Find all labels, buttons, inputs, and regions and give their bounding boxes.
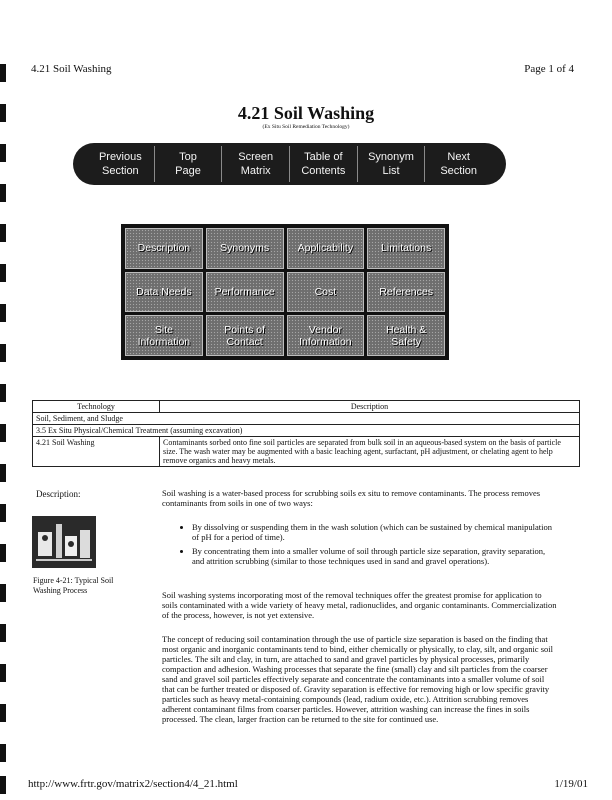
technology-table <box>32 400 580 467</box>
process-figure-thumbnail[interactable] <box>32 516 96 568</box>
health-safety-button[interactable]: Health & Safety <box>367 315 445 356</box>
table-subsection-row[interactable]: 3.5 Ex Situ Physical/Chemical Treatment (assuming excavation) <box>33 425 580 437</box>
description-column-header: Description <box>160 401 580 413</box>
page-header-title: 4.21 Soil Washing <box>31 63 112 75</box>
margin-mark <box>0 504 6 522</box>
margin-mark <box>0 304 6 322</box>
margin-mark <box>0 184 6 202</box>
margin-mark <box>0 264 6 282</box>
next-section-button[interactable]: Next Section <box>440 151 478 177</box>
performance-button[interactable]: Performance <box>206 272 284 313</box>
print-date: 1/19/01 <box>554 778 588 790</box>
points-of-contact-button[interactable]: Points of Contact <box>206 315 284 356</box>
page-subtitle: (Ex Situ Soil Remediation Technology) <box>262 124 350 130</box>
margin-mark <box>0 544 6 562</box>
description-button[interactable]: Description <box>125 228 203 269</box>
table-of-contents-button[interactable]: Table of Contents <box>290 146 358 182</box>
paragraph-2: Soil washing systems incorporating most of the removal techniques offer the greatest promise for application to soils contaminated with a wide variety of heavy metal, radionuclides, and organic contaminants. Commercialization of the process, however, is not yet extensive. <box>162 590 557 620</box>
table-section-row: Soil, Sediment, and Sludge <box>33 413 580 425</box>
technology-cell: 4.21 Soil Washing <box>33 437 160 467</box>
vendor-information-button[interactable]: Vendor Information <box>287 315 365 356</box>
intro-paragraph: Soil washing is a water-based process for scrubbing soils ex situ to remove contaminants. The process removes contaminants from soils in one of two ways: <box>162 488 541 508</box>
page-title: 4.21 Soil Washing <box>237 103 375 123</box>
margin-mark <box>0 704 6 722</box>
description-cell: Contaminants sorbed onto fine soil particles are separated from bulk soil in an aqueous-based system on the basis of particle size. The wash water may be augmented with a basic leaching agent, surfactant, pH adjustment, or chelating agent to help remove organics and heavy metals. <box>160 437 580 467</box>
body-bullets <box>162 522 557 570</box>
scan-margin-marks <box>0 60 7 800</box>
data-needs-button[interactable]: Data Needs <box>125 272 203 313</box>
limitations-button[interactable]: Limitations <box>367 228 445 269</box>
technology-column-header: Technology <box>33 401 160 413</box>
figure-caption: Figure 4-21: Typical Soil Washing Process <box>33 576 114 595</box>
page-url: http://www.frtr.gov/matrix2/section4/4_21.html <box>28 778 238 790</box>
margin-mark <box>0 424 6 442</box>
margin-mark <box>0 224 6 242</box>
description-label: Description: <box>36 489 81 499</box>
margin-mark <box>0 464 6 482</box>
synonyms-button[interactable]: Synonyms <box>206 228 284 269</box>
previous-section-button[interactable]: Previous Section <box>87 146 155 182</box>
body-para3 <box>162 634 557 724</box>
screen-matrix-button[interactable]: Screen Matrix <box>222 146 290 182</box>
margin-mark <box>0 584 6 602</box>
margin-mark <box>0 744 6 762</box>
margin-mark <box>0 384 6 402</box>
margin-mark <box>0 624 6 642</box>
margin-mark <box>0 64 6 82</box>
process-diagram-icon <box>32 516 96 568</box>
margin-mark <box>0 664 6 682</box>
page-number: Page 1 of 4 <box>524 63 574 75</box>
navigation-bar <box>73 143 506 185</box>
top-page-button[interactable]: Top Page <box>155 146 223 182</box>
bullet-list <box>162 522 557 566</box>
list-item: • By concentrating them into a smaller volume of soil through particle size separation, gravity separation, and attrition scrubbing (similar to those techniques used in sand and gravel operations). <box>192 546 557 566</box>
site-information-button[interactable]: Site Information <box>125 315 203 356</box>
paragraph-3: The concept of reducing soil contamination through the use of particle size separation is based on the finding that most organic and inorganic contaminants tend to bind, either chemically or physically, to clay, silt, and organic soil particles. The silt and clay, in turn, are attached to sand and gravel particles by physical processes, primarily compaction and adhesion. Washing processes that separate the fine (small) clay and silt particles from the coarser sand and gravel soil particles effectively separate and concentrate the contaminants into a smaller volume of soil that can be further treated or disposed of. Gravity separation is effective for removing high or low specific gravity particles such as heavy metal-containing compounds (lead, radium oxide, etc.). Attrition scrubbing removes adherent contaminant films from coarser particles. However, attrition washing can increase the fines in soils processed. The clean, larger fraction can be returned to the site for continued use. <box>162 634 553 724</box>
margin-mark <box>0 776 6 794</box>
references-button[interactable]: References <box>367 272 445 313</box>
margin-mark <box>0 144 6 162</box>
applicability-button[interactable]: Applicability <box>287 228 365 269</box>
list-item: • By dissolving or suspending them in the wash solution (which can be sustained by chemical manipulation of pH for a period of time). <box>192 522 557 542</box>
body-para2 <box>162 590 557 620</box>
cost-button[interactable]: Cost <box>287 272 365 313</box>
margin-mark <box>0 344 6 362</box>
body-intro <box>162 488 557 508</box>
synonym-list-button[interactable]: Synonym List <box>358 146 426 182</box>
table-row <box>33 437 580 467</box>
topic-button-grid <box>121 224 449 360</box>
